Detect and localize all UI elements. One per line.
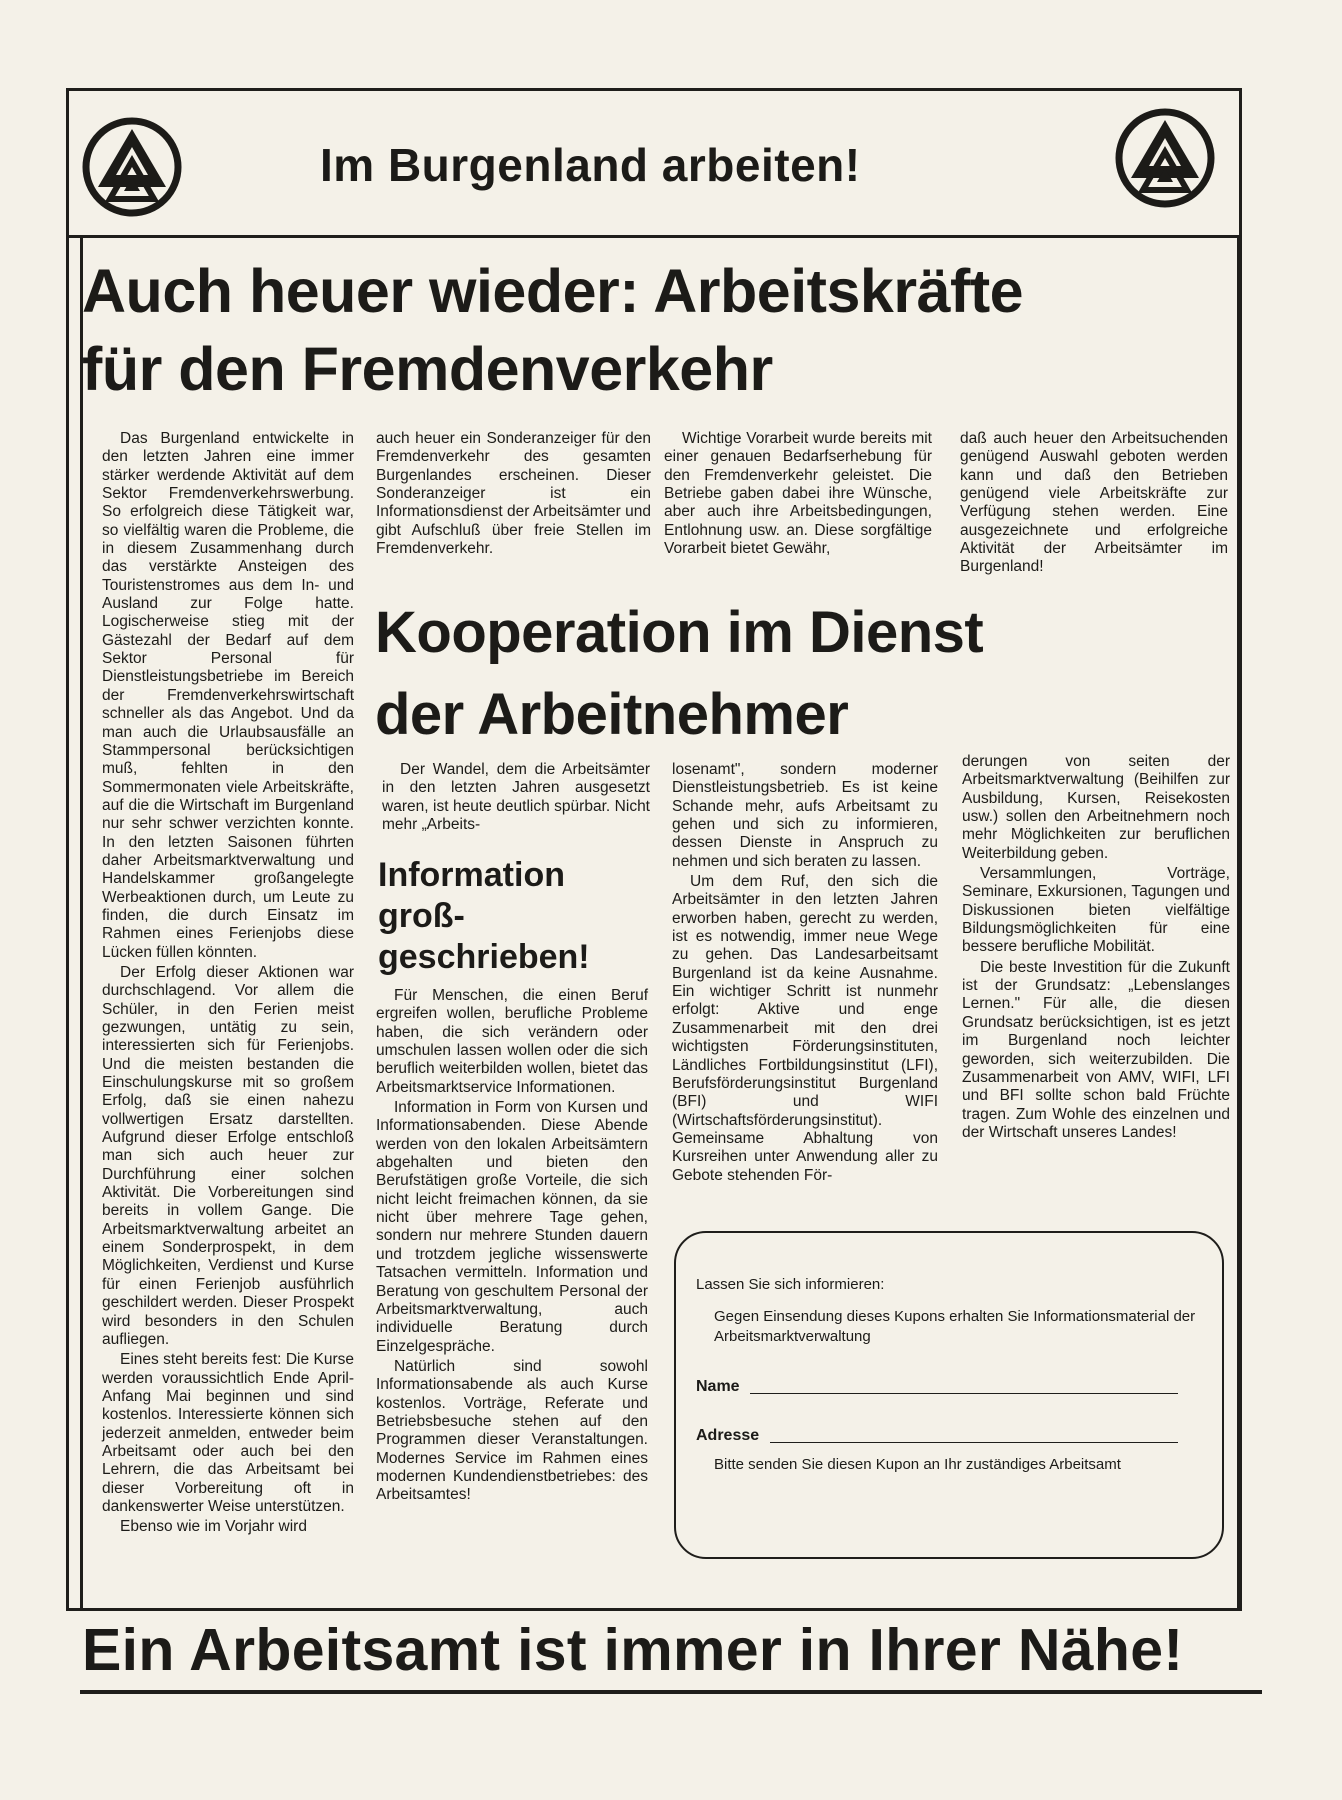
paragraph: Um dem Ruf, den sich die Arbeitsämter in den letzten Jahren erworben haben, gerecht zu werden, ist es notwendig, immer neue Wege zu gehen. Das Landesarbeitsamt Burgenland ist da keine Ausnahme. Ein wichtiger Schritt ist nunmehr erfolgt: Aktive und enge Zusammenarbeit mit den drei wichtigsten Förderungsinstituten, Ländliches Fortbildungsinstitut (LFI), Berufsförderungsinstitut Burgenland (BFI) und WIFI (Wirtschaftsförderungsinstitut). Gemeinsame Abhaltung von Kursreihen unter Anwendung aller zu Gebote stehenden För- — [672, 873, 938, 1184]
section-headline — [375, 592, 983, 756]
banner-title: Im Burgenland arbeiten! — [320, 139, 861, 191]
paragraph: auch heuer ein Sonderanzeiger für den Fremdenverkehr des gesamten Burgenlandes erscheinen. Dieser Sonderanzeiger ist ein Informationsdienst der Arbeitsämter und gibt Aufschluß über freie Stellen im Fremdenverkehr. — [376, 430, 651, 558]
subheadline — [378, 855, 590, 978]
coupon-address-label: Adresse — [696, 1427, 760, 1444]
article2-column4 — [962, 753, 1230, 1144]
paragraph: losenamt", sondern moderner Dienstleistungsbetrieb. Es ist keine Schande mehr, aufs Arbeitsamt zu gehen und sich zu informieren, dessen Dienste in Anspruch zu nehmen und sich beraten zu lassen. — [672, 761, 938, 870]
paragraph: Information in Form von Kursen und Informationsabenden. Diese Abende werden von den lokalen Arbeitsämtern abgehalten und bieten den Berufstätigen große Vorteile, die sich nicht leicht freimachen können, da sie nicht über mehrere Tage gehen, sondern nur mehrere Stunden dauern und trotzdem jegliche wissenswerte Tatsachen vermitteln. Information und Beratung von geschultem Personal der Arbeitsmarktverwaltung, auch individuelle Beratung durch Einzelgespräche. — [376, 1099, 648, 1355]
coupon-name-label: Name — [696, 1378, 740, 1395]
subheadline-line: geschrieben! — [378, 938, 590, 976]
paragraph: Der Erfolg dieser Aktionen war durchschlagend. Vor allem die Schüler, in den Ferien meist gezwungen, untätig zu sein, interessierten sich für Ferienjobs. Und die meisten bestanden die Einschulungskurse mit so großem Erfolg, daß sie einen nahezu vollwertigen Ersatz darstellten. Aufgrund dieser Erfolge entschloß man sich auch heuer zur Durchführung einer solchen Aktivität. Die Vorbereitungen sind bereits in vollem Gange. Die Arbeitsmarktverwaltung arbeitet an einem Sonderprospekt, in dem Möglichkeiten, Verdienst und Kurse für einen Ferienjob ausführlich geschildert werden. Dieser Prospekt wird besonders in den Schulen aufliegen. — [102, 963, 354, 1348]
paragraph: Ebenso wie im Vorjahr wird — [120, 1518, 307, 1536]
article2-intro — [382, 761, 650, 836]
article2-column2 — [376, 987, 648, 1507]
paragraph: Natürlich sind sowohl Informationsabende als auch Kurse kostenlos. Vorträge, Referate und Betriebsbesuche stehen auf den Programmen dieser Veranstaltungen. Modernes Service im Rahmen eines modernen Kundendienstbetriebes: des Arbeitsamtes! — [376, 1357, 648, 1504]
ams-emblem-icon — [1115, 108, 1215, 208]
article1-column2 — [376, 430, 651, 560]
coupon-name-field[interactable] — [750, 1393, 1178, 1394]
ams-emblem-icon — [82, 117, 182, 217]
paragraph: derungen von seiten der Arbeitsmarktverwaltung (Beihilfen zur Ausbildung, Kursen, Reisekosten usw.) sollen den Arbeitnehmern noch mehr Möglichkeiten zur beruflichen Weiterbildung geben. — [962, 753, 1230, 862]
paragraph: Das Burgenland entwickelte in den letzten Jahren eine immer stärker werdende Aktivität auf dem Sektor Fremdenverkehrswerbung. So erfolgreich diese Tätigkeit war, so vielfältig waren die Probleme, die in diesem Zusammenhang durch das verstärkte Ansteigen des Touristenstromes aus dem In- und Ausland zur Folge hatte. Logischerweise stieg mit der Gästezahl der Bedarf auf dem Sektor Personal für Dienstleistungsbetriebe im Bereich der Fremdenverkehrswirtschaft schneller als das Angebot. Und da man auch die Urlaubsausfälle an Stammpersonal berücksichtigen muß, fehlten in den Sommermonaten viele Arbeitskräfte, auf die die Wirtschaft im Burgenland nur sehr schwer verzichten konnte. In den letzten Saisonen führten daher Arbeitsmarktverwaltung und Handelskammer großangelegte Werbeaktionen durch, um Leute zu finden, die durch Einsatz im Rahmen eines Ferienjobs diese Lücken füllen könnten. — [102, 430, 354, 961]
section-headline-line1: Kooperation im Dienst — [375, 600, 984, 665]
coupon-title: Lassen Sie sich informieren: — [696, 1276, 885, 1293]
paragraph: Wichtige Vorarbeit wurde bereits mit einer genauen Bedarfserhebung für den Fremdenverkehr geleistet. Die Betriebe gaben dabei ihre Wünsche, aber auch ihre Arbeitsbedingungen, Entlohnung usw. an. Diese sorgfältige Vorarbeit bietet Gewähr, — [664, 430, 932, 558]
paragraph: Eines steht bereits fest: Die Kurse werden voraussichtlich Ende April-Anfang Mai beginnen und sind kostenlos. Interessierte können sich jederzeit anmelden, entweder beim Arbeitsamt oder auch bei den Lehrern, die das Arbeitsamt bei dieser Vorbereitung oft in dankenswerter Weise unterstützen. — [102, 1351, 354, 1515]
paragraph: Für Menschen, die einen Beruf ergreifen wollen, berufliche Probleme haben, die sich verändern oder umschulen lassen wollen oder die sich beruflich weiterbilden wollen, bietet das Arbeitsmarktservice Informationen. — [376, 987, 648, 1096]
article2-column3 — [672, 761, 938, 1187]
paragraph: Die beste Investition für die Zukunft ist der Grundsatz: „Lebenslanges Lernen." Für alle, die diesen Grundsatz berücksichtigen, ist es jetzt im Burgenland noch leichter geworden, sich weiterzubilden. Die Zusammenarbeit von AMV, WIFI, LFI und BFI sollte schon bald Früchte tragen. Zum Wohle des einzelnen und der Wirtschaft unseres Landes! — [962, 958, 1230, 1141]
footer-rule — [80, 1690, 1262, 1694]
paragraph: Versammlungen, Vorträge, Seminare, Exkursionen, Tagungen und Diskussionen bieten vielfältige Bildungsmöglichkeiten für eine bessere berufliche Mobilität. — [962, 865, 1230, 956]
subheadline-line: groß- — [378, 897, 465, 935]
footer-slogan: Ein Arbeitsamt ist immer in Ihrer Nähe! — [82, 1617, 1184, 1683]
coupon-note: Bitte senden Sie diesen Kupon an Ihr zuständiges Arbeitsamt — [714, 1456, 1121, 1473]
subheadline-line: Information — [378, 856, 565, 894]
article1-column3 — [664, 430, 932, 560]
article1-column4 — [960, 430, 1228, 579]
coupon-body: Gegen Einsendung dieses Kupons erhalten Sie Informationsmaterial der Arbeitsmarktverwaltung — [714, 1308, 1196, 1345]
section-headline-line2: der Arbeitnehmer — [375, 682, 849, 747]
paragraph: Der Wandel, dem die Arbeitsämter in den letzten Jahren ausgesetzt waren, ist heute deutlich spürbar. Nicht mehr „Arbeits- — [382, 761, 650, 834]
article1-column1 — [102, 430, 354, 1539]
coupon-address-field[interactable] — [770, 1442, 1178, 1443]
main-headline — [82, 252, 1023, 408]
info-coupon — [674, 1231, 1224, 1559]
main-headline-line1: Auch heuer wieder: Arbeitskräfte — [82, 257, 1024, 325]
main-headline-line2: für den Fremdenverkehr — [82, 335, 773, 403]
paragraph: daß auch heuer den Arbeitsuchenden genügend Auswahl geboten werden kann und daß den Betrieben genügend viele Arbeitskräfte zur Verfügung stehen werden. Eine ausgezeichnete und erfolgreiche Aktivität der Arbeitsämter im Burgenland! — [960, 430, 1228, 576]
